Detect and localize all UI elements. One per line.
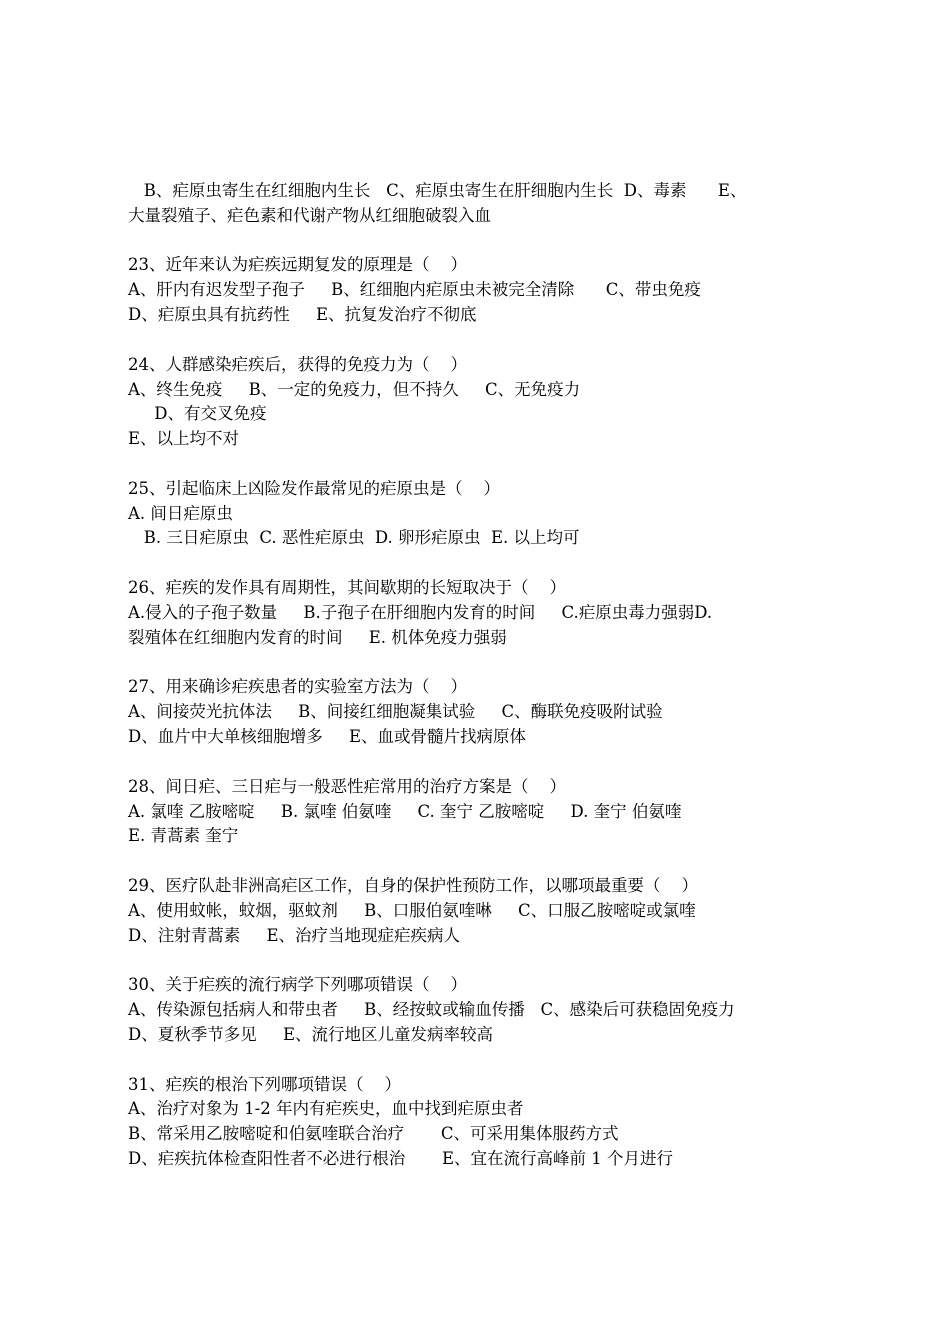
question-stem: 25、引起临床上凶险发作最常见的疟原虫是（ ） (128, 478, 500, 498)
answer-options-line: E、以上均不对 (128, 429, 240, 449)
answer-options-line: A、终生免疫 B、一定的免疫力，但不持久 C、无免疫力 (128, 379, 581, 399)
question-stem: 29、医疗队赴非洲高疟区工作，自身的保护性预防工作，以哪项最重要（ ） (128, 875, 698, 895)
answer-options-line: 大量裂殖子、疟色素和代谢产物从红细胞破裂入血 (128, 205, 491, 225)
answer-options-line: 裂殖体在红细胞内发育的时间 E. 机体免疫力强弱 (128, 627, 507, 647)
question-stem: 23、近年来认为疟疾远期复发的原理是（ ） (128, 255, 467, 275)
answer-options-line: D、注射青蒿素 E、治疗当地现症疟疾病人 (128, 925, 460, 945)
answer-options-line: B、常采用乙胺嘧啶和伯氨喹联合治疗 C、可采用集体服药方式 (128, 1124, 619, 1144)
answer-options-line: D、疟原虫具有抗药性 E、抗复发治疗不彻底 (128, 305, 477, 325)
answer-options-line: D、疟疾抗体检查阳性者不必进行根治 E、宜在流行高峰前 1 个月进行 (128, 1148, 673, 1168)
question-stem: 27、用来确诊疟疾患者的实验室方法为（ ） (128, 677, 467, 697)
question-stem: 28、间日疟、三日疟与一般恶性疟常用的治疗方案是（ ） (128, 776, 566, 796)
answer-options-line: A、传染源包括病人和带虫者 B、经按蚊或输血传播 C、感染后可获稳固免疫力 (128, 1000, 735, 1020)
answer-options-line: B. 三日疟原虫 C. 恶性疟原虫 D. 卵形疟原虫 E. 以上均可 (128, 528, 580, 548)
answer-options-line: D、血片中大单核细胞增多 E、血或骨髓片找病原体 (128, 727, 526, 747)
answer-options-line: E. 青蒿素 奎宁 (128, 826, 239, 846)
answer-options-line: A. 间日疟原虫 (128, 503, 233, 523)
answer-options-line: A、治疗对象为 1-2 年内有疟疾史，血中找到疟原虫者 (128, 1099, 524, 1119)
answer-options-line: A、使用蚊帐，蚊烟，驱蚊剂 B、口服伯氨喹啉 C、口服乙胺嘧啶或氯喹 (128, 900, 696, 920)
answer-options-line: A. 氯喹 乙胺嘧啶 B. 氯喹 伯氨喹 C. 奎宁 乙胺嘧啶 D. 奎宁 伯氨喹 (128, 801, 682, 821)
answer-options-line: D、有交叉免疫 (128, 404, 267, 424)
question-stem: 30、关于疟疾的流行病学下列哪项错误（ ） (128, 975, 467, 995)
question-stem: 26、疟疾的发作具有周期性，其间歇期的长短取决于（ ） (128, 578, 566, 598)
answer-options-line: A.侵入的子孢子数量 B.子孢子在肝细胞内发育的时间 C.疟原虫毒力强弱D. (128, 602, 713, 622)
answer-options-line: B、疟原虫寄生在红细胞内生长 C、疟原虫寄生在肝细胞内生长 D、毒素 E、 (128, 181, 747, 200)
answer-options-line: A、肝内有迟发型子孢子 B、红细胞内疟原虫未被完全清除 C、带虫免疫 (128, 280, 701, 300)
answer-options-line: D、夏秋季节多见 E、流行地区儿童发病率较高 (128, 1024, 493, 1044)
question-stem: 24、人群感染疟疾后，获得的免疫力为（ ） (128, 354, 467, 374)
answer-options-line: A、间接荧光抗体法 B、间接红细胞凝集试验 C、酶联免疫吸附试验 (128, 702, 663, 722)
question-stem: 31、疟疾的根治下列哪项错误（ ） (128, 1074, 401, 1094)
